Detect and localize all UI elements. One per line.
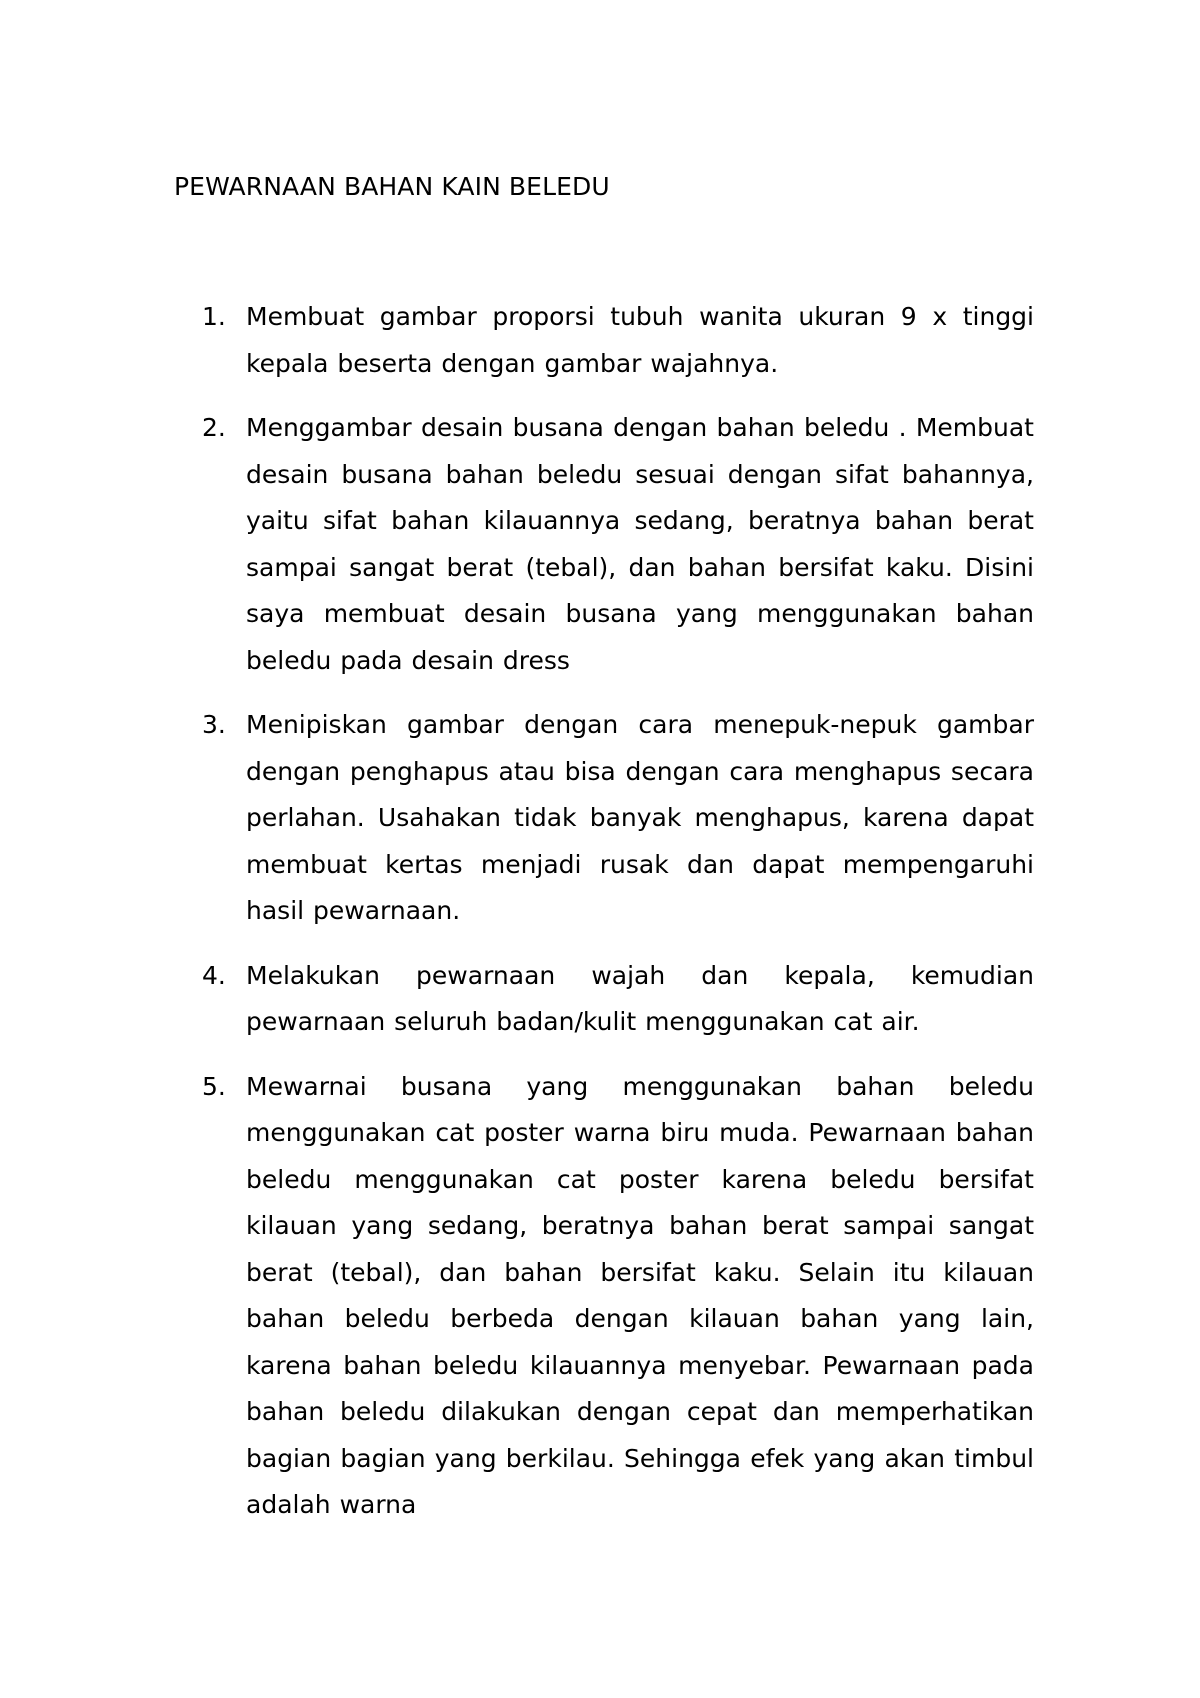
list-item-text: Membuat gambar proporsi tubuh wanita ukuran 9 x tinggi kepala beserta dengan gambar wajahnya. xyxy=(246,302,1034,378)
list-item xyxy=(202,1064,1034,1529)
list-item-number: 2. xyxy=(202,413,226,442)
list-item-number: 5. xyxy=(202,1071,226,1101)
document-title: PEWARNAAN BAHAN KAIN BELEDU xyxy=(174,172,610,201)
list-item-text: Menipiskan gambar dengan cara menepuk-nepuk gambar dengan penghapus atau bisa dengan cara menghapus secara perlahan. Usahakan tidak banyak menghapus, karena dapat membuat kertas menjadi rusak dan dapat mempengaruhi hasil pewarnaan. xyxy=(246,710,1034,925)
list-item-number: 1. xyxy=(202,302,226,331)
list-item xyxy=(202,702,1034,935)
list-item xyxy=(202,294,1034,387)
list-item xyxy=(202,405,1034,684)
list-item-text: Melakukan pewarnaan wajah dan kepala, kemudian pewarnaan seluruh badan/kulit menggunakan cat air. xyxy=(246,960,1034,1036)
list-item-number: 3. xyxy=(202,710,226,739)
list-item xyxy=(202,953,1034,1046)
instruction-list xyxy=(202,294,1034,1547)
list-item-number: 4. xyxy=(202,960,226,990)
list-item-text: Menggambar desain busana dengan bahan beledu . Membuat desain busana bahan beledu sesuai dengan sifat bahannya, yaitu sifat bahan kilauannya sedang, beratnya bahan berat sampai sangat berat (tebal), dan bahan bersifat kaku. Disini saya membuat desain busana yang menggunakan bahan beledu pada desain dress xyxy=(246,413,1034,675)
list-item-text: Mewarnai busana yang menggunakan bahan beledu menggunakan cat poster warna biru muda. Pewarnaan bahan beledu menggunakan cat poster karena beledu bersifat kilauan yang sedang, beratnya bahan berat sampai sangat berat (tebal), dan bahan bersifat kaku. Selain itu kilauan bahan beledu berbeda dengan kilauan bahan yang lain, karena bahan beledu kilauannya menyebar. Pewarnaan pada bahan beledu dilakukan dengan cepat dan memperhatikan bagian bagian yang berkilau. Sehingga efek yang akan timbul adalah warna xyxy=(246,1071,1034,1519)
